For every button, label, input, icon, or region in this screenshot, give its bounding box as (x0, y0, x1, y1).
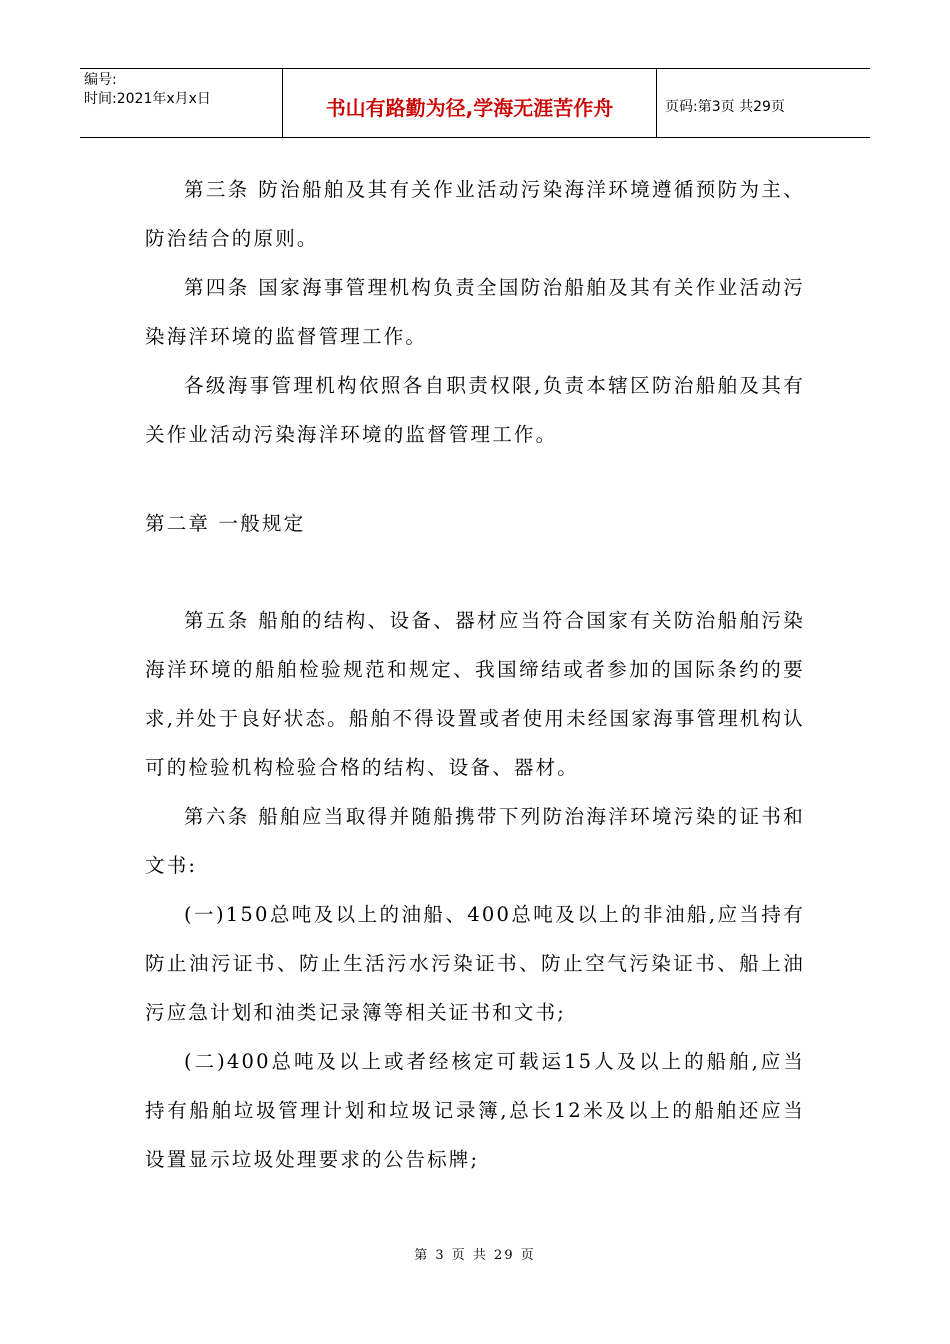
document-body (145, 165, 805, 1184)
page-header (80, 68, 870, 138)
paragraph-article-3: 第三条 防治船舶及其有关作业活动污染海洋环境遵循预防为主、防治结合的原则。 (145, 178, 805, 250)
header-motto: 书山有路勤为径,学海无涯苦作舟 (283, 69, 657, 137)
time-label: 时间:2021年x月x日 (84, 91, 211, 107)
paragraph-article-4-cont: 各级海事管理机构依照各自职责权限,负责本辖区防治船舶及其有关作业活动污染海洋环境的监督管理工作。 (145, 374, 805, 446)
number-label: 编号: (84, 72, 117, 88)
chapter-title: 第二章 一般规定 (145, 512, 306, 535)
paragraph-article-5: 第五条 船舶的结构、设备、器材应当符合国家有关防治船舶污染海洋环境的船舶检验规范和规定、我国缔结或者参加的国际条约的要求,并处于良好状态。船舶不得设置或者使用未经国家海事管理机构认可的检验机构检验合格的结构、设备、器材。 (145, 609, 805, 779)
paragraph-item-1: (一)150总吨及以上的油船、400总吨及以上的非油船,应当持有防止油污证书、防止生活污水污染证书、防止空气污染证书、船上油污应急计划和油类记录簿等相关证书和文书; (145, 903, 805, 1024)
page-footer: 第 3 页 共 29 页 (414, 1248, 536, 1263)
header-page-info: 页码:第3页 共29页 (665, 99, 785, 115)
header-meta (80, 69, 283, 137)
paragraph-item-2: (二)400总吨及以上或者经核定可载运15人及以上的船舶,应当持有船舶垃圾管理计划和垃圾记录簿,总长12米及以上的船舶还应当设置显示垃圾处理要求的公告标牌; (145, 1050, 805, 1171)
paragraph-article-6: 第六条 船舶应当取得并随船携带下列防治海洋环境污染的证书和文书: (145, 805, 805, 877)
paragraph-article-4: 第四条 国家海事管理机构负责全国防治船舶及其有关作业活动污染海洋环境的监督管理工作。 (145, 276, 805, 348)
